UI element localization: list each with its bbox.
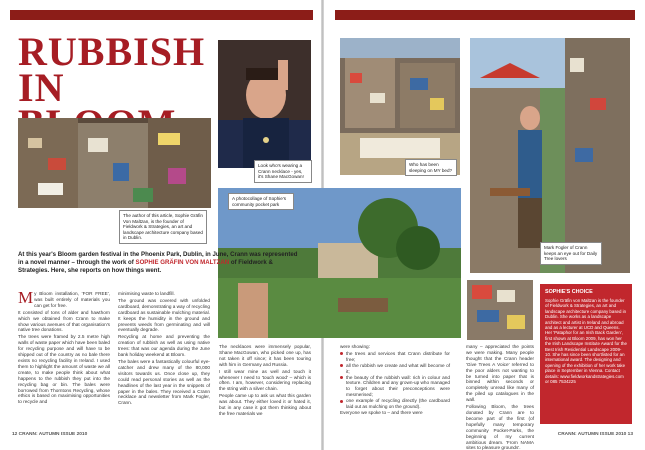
header-bar-left — [10, 10, 313, 20]
paragraph-text: y Bloom installation, 'FOR FREE', was built entirely of materials you can get for free. — [34, 291, 110, 308]
paragraph: many – appreciated the points we were making. Many people thought that the Crann header 'Give Trees A Voice' referred to the poor alders not wanting to be turned into paper that is binned within seconds or completely unread like many of the piled up catalogues in the wall. — [466, 344, 534, 403]
body-column-1 — [18, 288, 110, 406]
paragraph: The necklaces were immensely popular, Shane MacGowan, who picked one up, has not taken it off since; it has been touring with him in Germany and Russia. — [219, 344, 311, 367]
list-item: the trees and services that Crann distribute for free; — [340, 351, 450, 363]
section-label: GARDENS — [587, 21, 621, 27]
intro-text-start: At this year's Bloom garden festival in the Phoenix Park, Dublin, in June, Crann was represented in a novel manner – through the work of — [18, 251, 298, 266]
body-column-4 — [340, 344, 450, 417]
mark-fogler-photo — [470, 38, 630, 273]
paragraph: The ground was covered with unfolded cardboard, demonstrating a way of recycling cardboard as sustainable mulching material. It keeps the humidity in the ground and prevents weeds from germinating and will eventually degrade. — [118, 297, 210, 333]
footer-right: CRANN: AUTUMN ISSUE 2010 13 — [557, 432, 633, 437]
paragraph: It consisted of tons of alder and hawthorn which we obtained from Crann to make show various avenues of that organisation's native tree donations. — [18, 309, 110, 333]
sidebar-text: Sophie Gräfin von Maltzan is the founder of Fieldwork & Strategies, an art and landscape architecture company based in Dublin. She works as a landscape architect and artist in Ireland and abroad and as a lecturer at UCD and Queens. Her 'Pataphor for an Irish Back Garden', first shown at Bloom 2009, has won her the Irish Landscape Institute Award for the Best Irish Residential Landscape 2009-10. She has since been shortlisted for an international award. The designing and opening of the exhibition of her work take place in September in Vienna. Contact details: www.fieldworkandstrategies.com or 085 7534225 — [545, 298, 627, 385]
author-caption: The author of this article, Sophie Gräfin Von Maltzan, is the founder of Fieldwork & Strategies, an art and landscape architecture company based in Dublin. — [119, 210, 207, 244]
paragraph: The bales were a fantastically colourful eye-catcher and drew many of the 80,000 visitors towards us. Once close up, they could read personal stories as well as the headlines of the last year in the snippets of paper in the bales. They received a Crann necklace and newsletter from Mark Fogler, Crann. — [118, 358, 210, 406]
body-column-5 — [466, 344, 534, 450]
paragraph: Recycling at home and preventing the creation of rubbish as well as using native trees: that was our agenda during the June bank holiday weekend at Bloom. — [118, 334, 210, 358]
necklace-photo — [218, 40, 311, 168]
body-column-3 — [219, 344, 311, 418]
footer-left: 12 CRANN: AUTUMN ISSUE 2010 — [12, 432, 88, 437]
paragraph: were showing: — [340, 344, 370, 349]
paragraph: Following Bloom, the trees donated by Crann are to become part of the first (of hopefully many temporary community Pocket-Parks, the beginning of my current ambitious dream. 'From NAMA sites to pleasure grounds'. — [466, 404, 534, 450]
sleeping-caption: Who has been sleeping on MY bed? — [405, 159, 457, 176]
bales-closeup-photo — [467, 280, 533, 340]
bales-photo — [340, 38, 460, 175]
paragraph: Everyone we spoke to – and there were — [340, 409, 423, 415]
list-item: all the rubbish we create and what will become of it; — [340, 363, 450, 375]
headline-line-1: RUBBISH — [18, 29, 206, 74]
rubbish-wall-photo — [18, 118, 211, 208]
paragraph: The trees were framed by 2.5 metre high walls of waste paper which have been baled for recycling purpose and will have to be shipped out of the country as no bale there exists no recycling facility in Ireland. I used them to highlight the amount of waste we all create, to make people think about what happens to the rubbish they put into the recycling bag or bin. The bales were borrowed from Thorntons Recycling, whose ethics is based on maximising opportunities to recycle and — [18, 334, 110, 405]
body-column-2 — [118, 291, 210, 407]
bullet-list — [340, 351, 450, 410]
author-name-highlight: SOPHIE GRÄFIN VON MALTZAN — [135, 259, 230, 266]
dropcap: M — [18, 288, 34, 307]
header-bar-right — [335, 10, 635, 27]
mark-caption: Mark Fogler of Crann keeps an eye out for Daily Tree lovers — [540, 242, 602, 265]
paragraph: minimising waste to landfill. — [118, 291, 175, 296]
paragraph — [18, 288, 110, 309]
list-item: the beauty of the rubbish wall: rich in colour and texture. Children and any grown-up who managed to forget about their preconceptions were mesmerised; — [340, 375, 450, 399]
paragraph: I still wear mine as well and touch it whenever I need to 'touch wood' – which is often. I am, however, considering replacing the string with a silver chain. — [219, 368, 311, 392]
intro-text-end: of Fieldwork & Strategies. Here, she reports on how things went. — [18, 259, 273, 274]
headline-line-2: IN — [18, 65, 65, 110]
sophies-choice-sidebar — [540, 284, 632, 424]
list-item: one example of recycling directly (the cardboard laid out as mulching on the ground). — [340, 398, 450, 410]
necklace-caption: Look who's wearing a Crann necklace - yes, it's Shane MacGowan! — [254, 160, 312, 183]
pocket-park-caption: A photocollage of Sophie's community pocket park — [228, 193, 294, 210]
intro-standfirst — [18, 251, 298, 275]
sidebar-title: SOPHIE'S CHOICE — [545, 289, 593, 295]
paragraph: People came up to ask us what this garden was about. They either loved it or hated it, but in any case it got them thinking about the free materials we — [219, 393, 311, 416]
